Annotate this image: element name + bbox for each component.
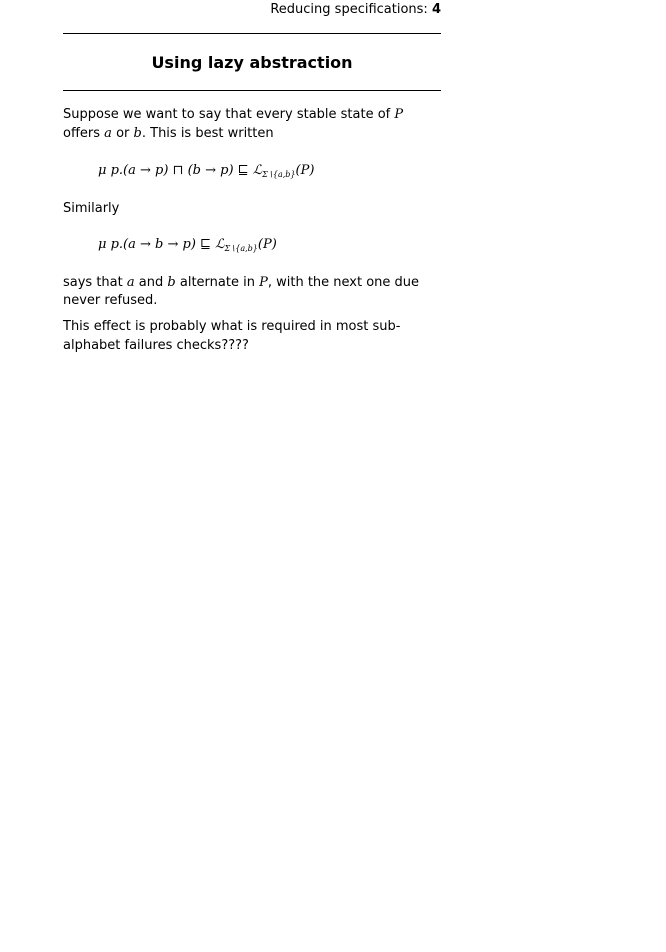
math-a: a	[126, 275, 135, 290]
text: alternate in	[179, 275, 255, 290]
paragraph-intro	[63, 105, 443, 143]
page-number: 4	[431, 2, 441, 17]
text: and	[138, 275, 164, 290]
math-P: P	[259, 275, 268, 290]
slide-title: Using lazy abstraction	[151, 53, 353, 72]
math-a: a	[104, 126, 112, 141]
paragraph-alternate	[63, 274, 443, 310]
paragraph-effect: This effect is probably what is required in most sub-alphabet failures checks????	[63, 319, 401, 353]
math-b: b	[167, 275, 176, 290]
equation-1	[98, 163, 314, 179]
running-title: Reducing specifications:	[270, 2, 428, 17]
top-rule	[63, 33, 441, 34]
math-b: b	[133, 126, 142, 141]
text: , with the next one due never refused.	[63, 275, 420, 308]
equation-2-subscript: Σ∖{a,b}	[224, 244, 258, 253]
running-header	[270, 2, 441, 17]
text: Suppose we want to say that every stable state of	[63, 107, 391, 122]
text: offers	[63, 126, 101, 141]
equation-1-argument: (P)	[295, 163, 315, 178]
equation-2-argument: (P)	[257, 237, 277, 252]
text: says that	[63, 275, 123, 290]
text: or	[116, 126, 130, 141]
equation-2-body: μ p.(a → b → p) ⊑ ℒ	[98, 237, 225, 252]
math-P: P	[394, 107, 404, 122]
paragraph-similarly: Similarly	[63, 201, 120, 216]
equation-2	[98, 237, 277, 253]
equation-1-body: μ p.(a → p) ⊓ (b → p) ⊑ ℒ	[98, 163, 263, 178]
equation-1-subscript: Σ∖{a,b}	[262, 170, 296, 179]
text: . This is best written	[141, 126, 274, 141]
bottom-rule	[63, 90, 441, 91]
